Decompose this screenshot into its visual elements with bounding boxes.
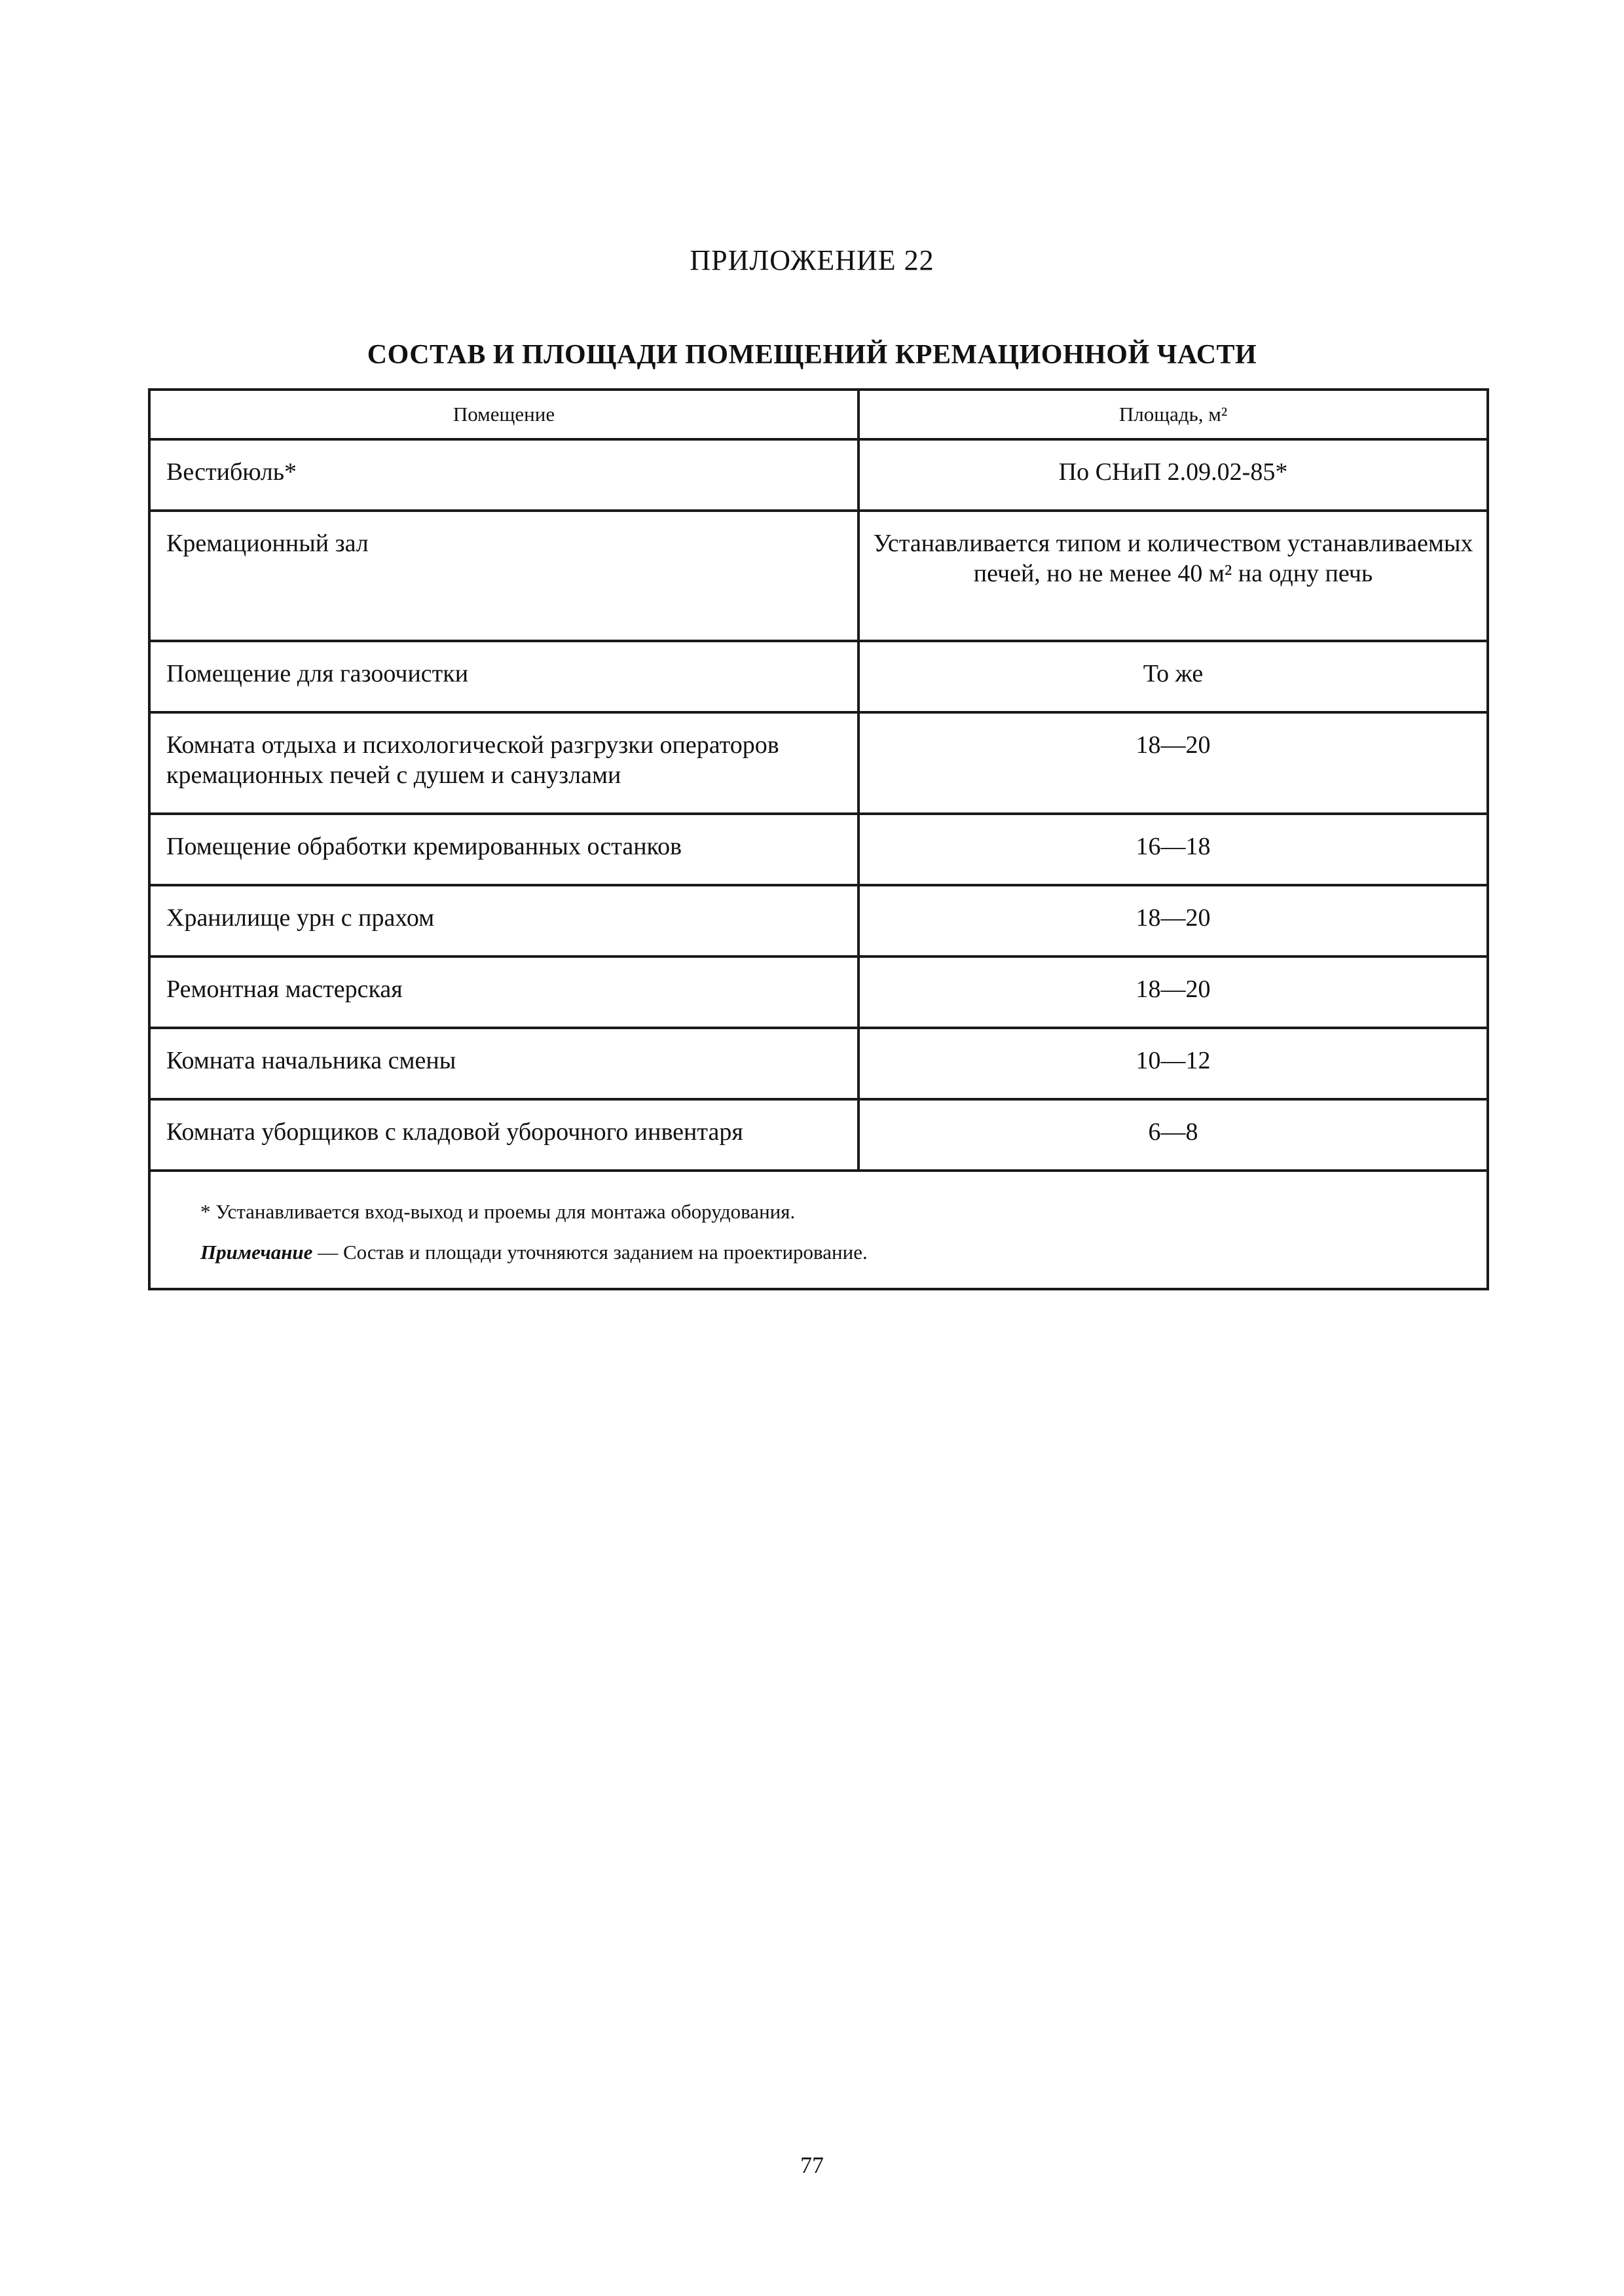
table-row — [149, 1099, 1488, 1171]
area-cell: То же — [858, 641, 1488, 712]
area-cell: 18—20 — [858, 712, 1488, 814]
note-text: — Состав и площади уточняются заданием на проектирование. — [312, 1241, 868, 1264]
table-notes — [149, 1171, 1488, 1289]
room-name-cell: Вестибюль* — [149, 439, 858, 511]
header-area: Площадь, м² — [858, 390, 1488, 439]
table-row — [149, 641, 1488, 712]
table-row — [149, 511, 1488, 641]
room-name-cell: Хранилище урн с прахом — [149, 885, 858, 957]
table-row — [149, 712, 1488, 814]
appendix-heading: ПРИЛОЖЕНИЕ 22 — [690, 244, 934, 276]
table-row — [149, 439, 1488, 511]
table-row — [149, 814, 1488, 885]
area-cell: 18—20 — [858, 957, 1488, 1028]
area-cell: 18—20 — [858, 885, 1488, 957]
page-number: 77 — [800, 2152, 824, 2178]
room-name-cell: Помещение обработки кремированных останков — [149, 814, 858, 885]
table-row — [149, 957, 1488, 1028]
area-cell: По СНиП 2.09.02-85* — [858, 439, 1488, 511]
room-name-cell: Кремационный зал — [149, 511, 858, 641]
note-label: Примечание — [200, 1241, 313, 1264]
header-room: Помещение — [149, 390, 858, 439]
room-name-cell: Комната отдыха и психологической разгрузки операторов кремационных печей с душем и санузлами — [149, 712, 858, 814]
table-row — [149, 885, 1488, 957]
rooms-table — [148, 388, 1489, 1290]
area-cell: 10—12 — [858, 1028, 1488, 1099]
footnote: * Устанавливается вход-выход и проемы для монтажа оборудования. — [200, 1200, 796, 1223]
document-title: СОСТАВ И ПЛОЩАДИ ПОМЕЩЕНИЙ КРЕМАЦИОННОЙ ЧАСТИ — [367, 340, 1257, 370]
room-name-cell: Ремонтная мастерская — [149, 957, 858, 1028]
room-name-cell: Комната начальника смены — [149, 1028, 858, 1099]
room-name-cell: Помещение для газоочистки — [149, 641, 858, 712]
table-header-row — [149, 390, 1488, 439]
table-row — [149, 1028, 1488, 1099]
note — [200, 1232, 1473, 1273]
area-cell: 16—18 — [858, 814, 1488, 885]
table-notes-row — [149, 1171, 1488, 1289]
area-cell: 6—8 — [858, 1099, 1488, 1171]
area-cell: Устанавливается типом и количеством устанавливаемых печей, но не менее 40 м² на одну печь — [858, 511, 1488, 641]
room-name-cell: Комната уборщиков с кладовой уборочного инвентаря — [149, 1099, 858, 1171]
